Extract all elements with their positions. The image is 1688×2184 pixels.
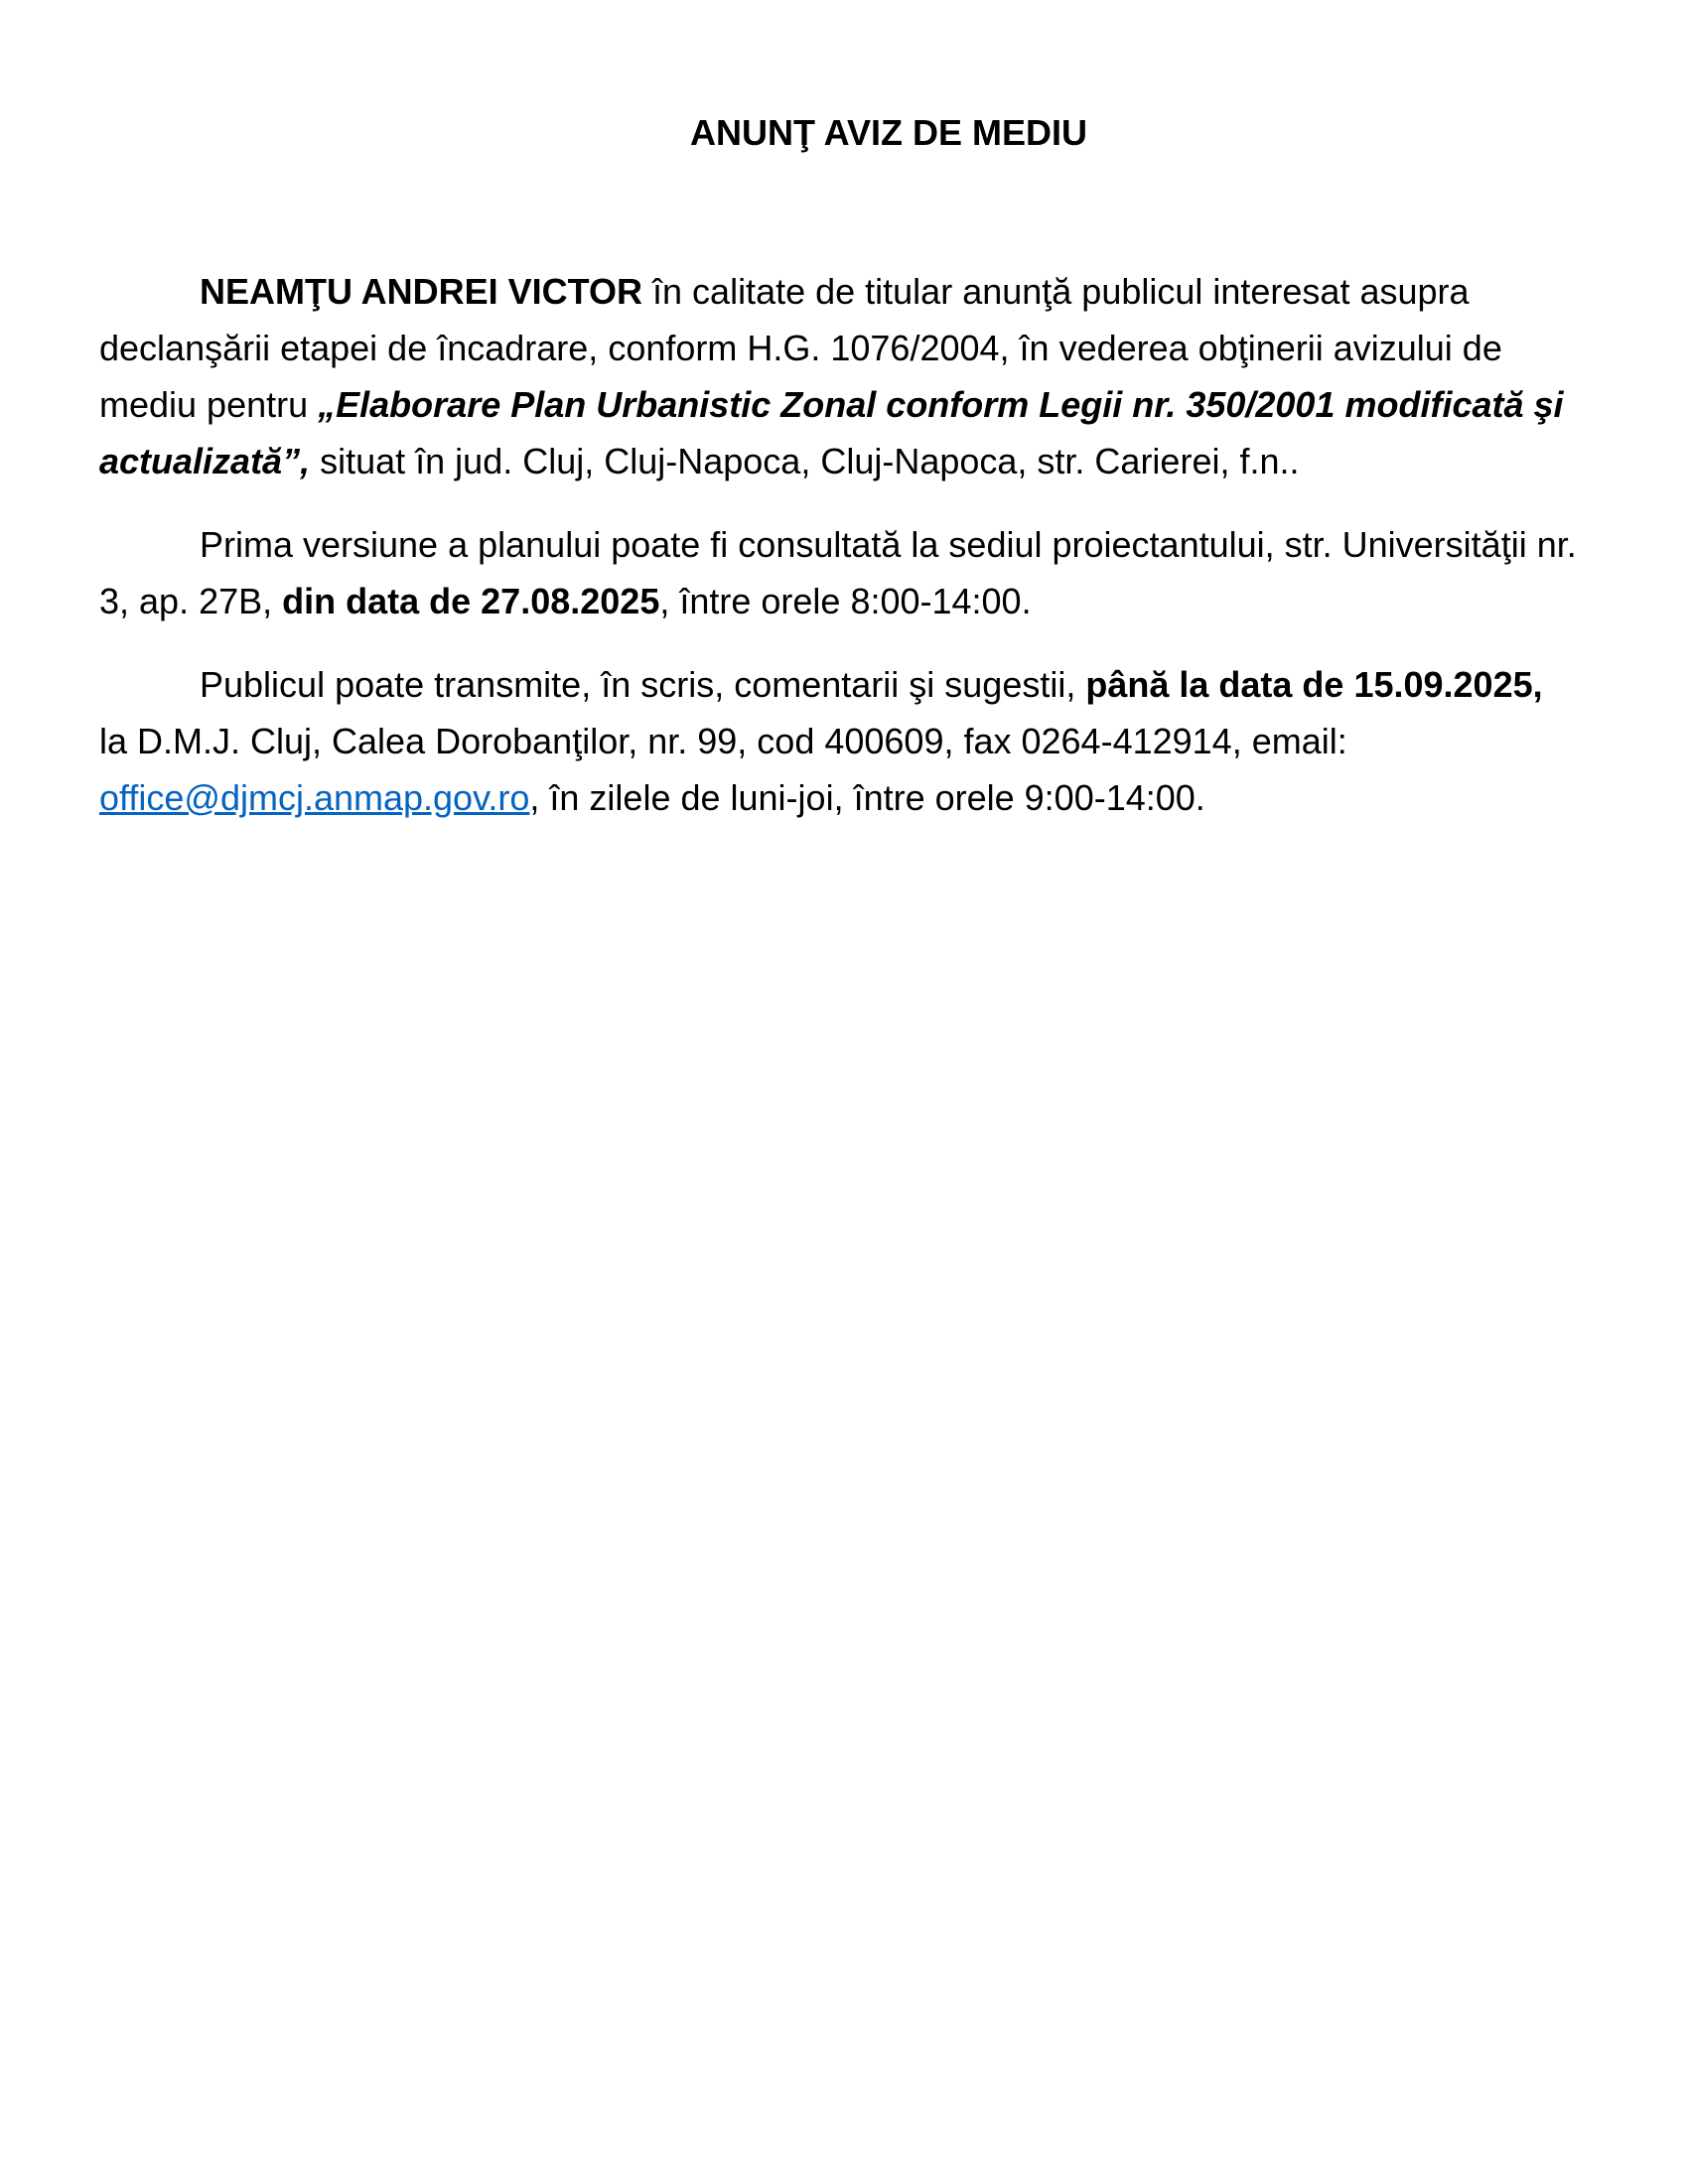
comments-deadline: până la data de 15.09.2025,	[1085, 664, 1543, 705]
project-title: „Elaborare Plan Urbanistic Zonal conform Legii nr. 350/2001 modificată şi actualizată”,	[99, 384, 1564, 481]
consultation-hours: , între orele 8:00-14:00.	[659, 581, 1032, 621]
comments-text: Publicul poate transmite, în scris, comentarii şi sugestii,	[200, 664, 1086, 705]
paragraph-comments	[99, 656, 1577, 826]
consultation-text: Prima versiune a planului poate fi consultată la sediul proiectantului, str. Universităţii nr. 3, ap. 27B,	[99, 524, 1577, 621]
contact-text: la D.M.J. Cluj, Calea Dorobanţilor, nr. 99, cod 400609, fax 0264-412914, email:	[99, 721, 1347, 761]
location-text: situat în jud. Cluj, Cluj-Napoca, Cluj-Napoca, str. Carierei, f.n..	[310, 441, 1300, 481]
document-body	[99, 263, 1577, 853]
applicant-name: NEAMŢU ANDREI VICTOR	[200, 271, 643, 312]
announcement-text: în calitate de titular anunţă publicul interesat asupra declanşării etapei de încadrare, conform H.G. 1076/2004, în vederea obţinerii avizului de mediu pentru	[99, 271, 1502, 425]
paragraph-announcement	[99, 263, 1577, 489]
consultation-date: din data de 27.08.2025	[282, 581, 660, 621]
office-hours-text: , în zilele de luni-joi, între orele 9:00-14:00.	[529, 777, 1205, 818]
paragraph-consultation	[99, 516, 1577, 629]
document-title: ANUNŢ AVIZ DE MEDIU	[690, 112, 1087, 153]
email-link[interactable]: office@djmcj.anmap.gov.ro	[99, 777, 530, 818]
